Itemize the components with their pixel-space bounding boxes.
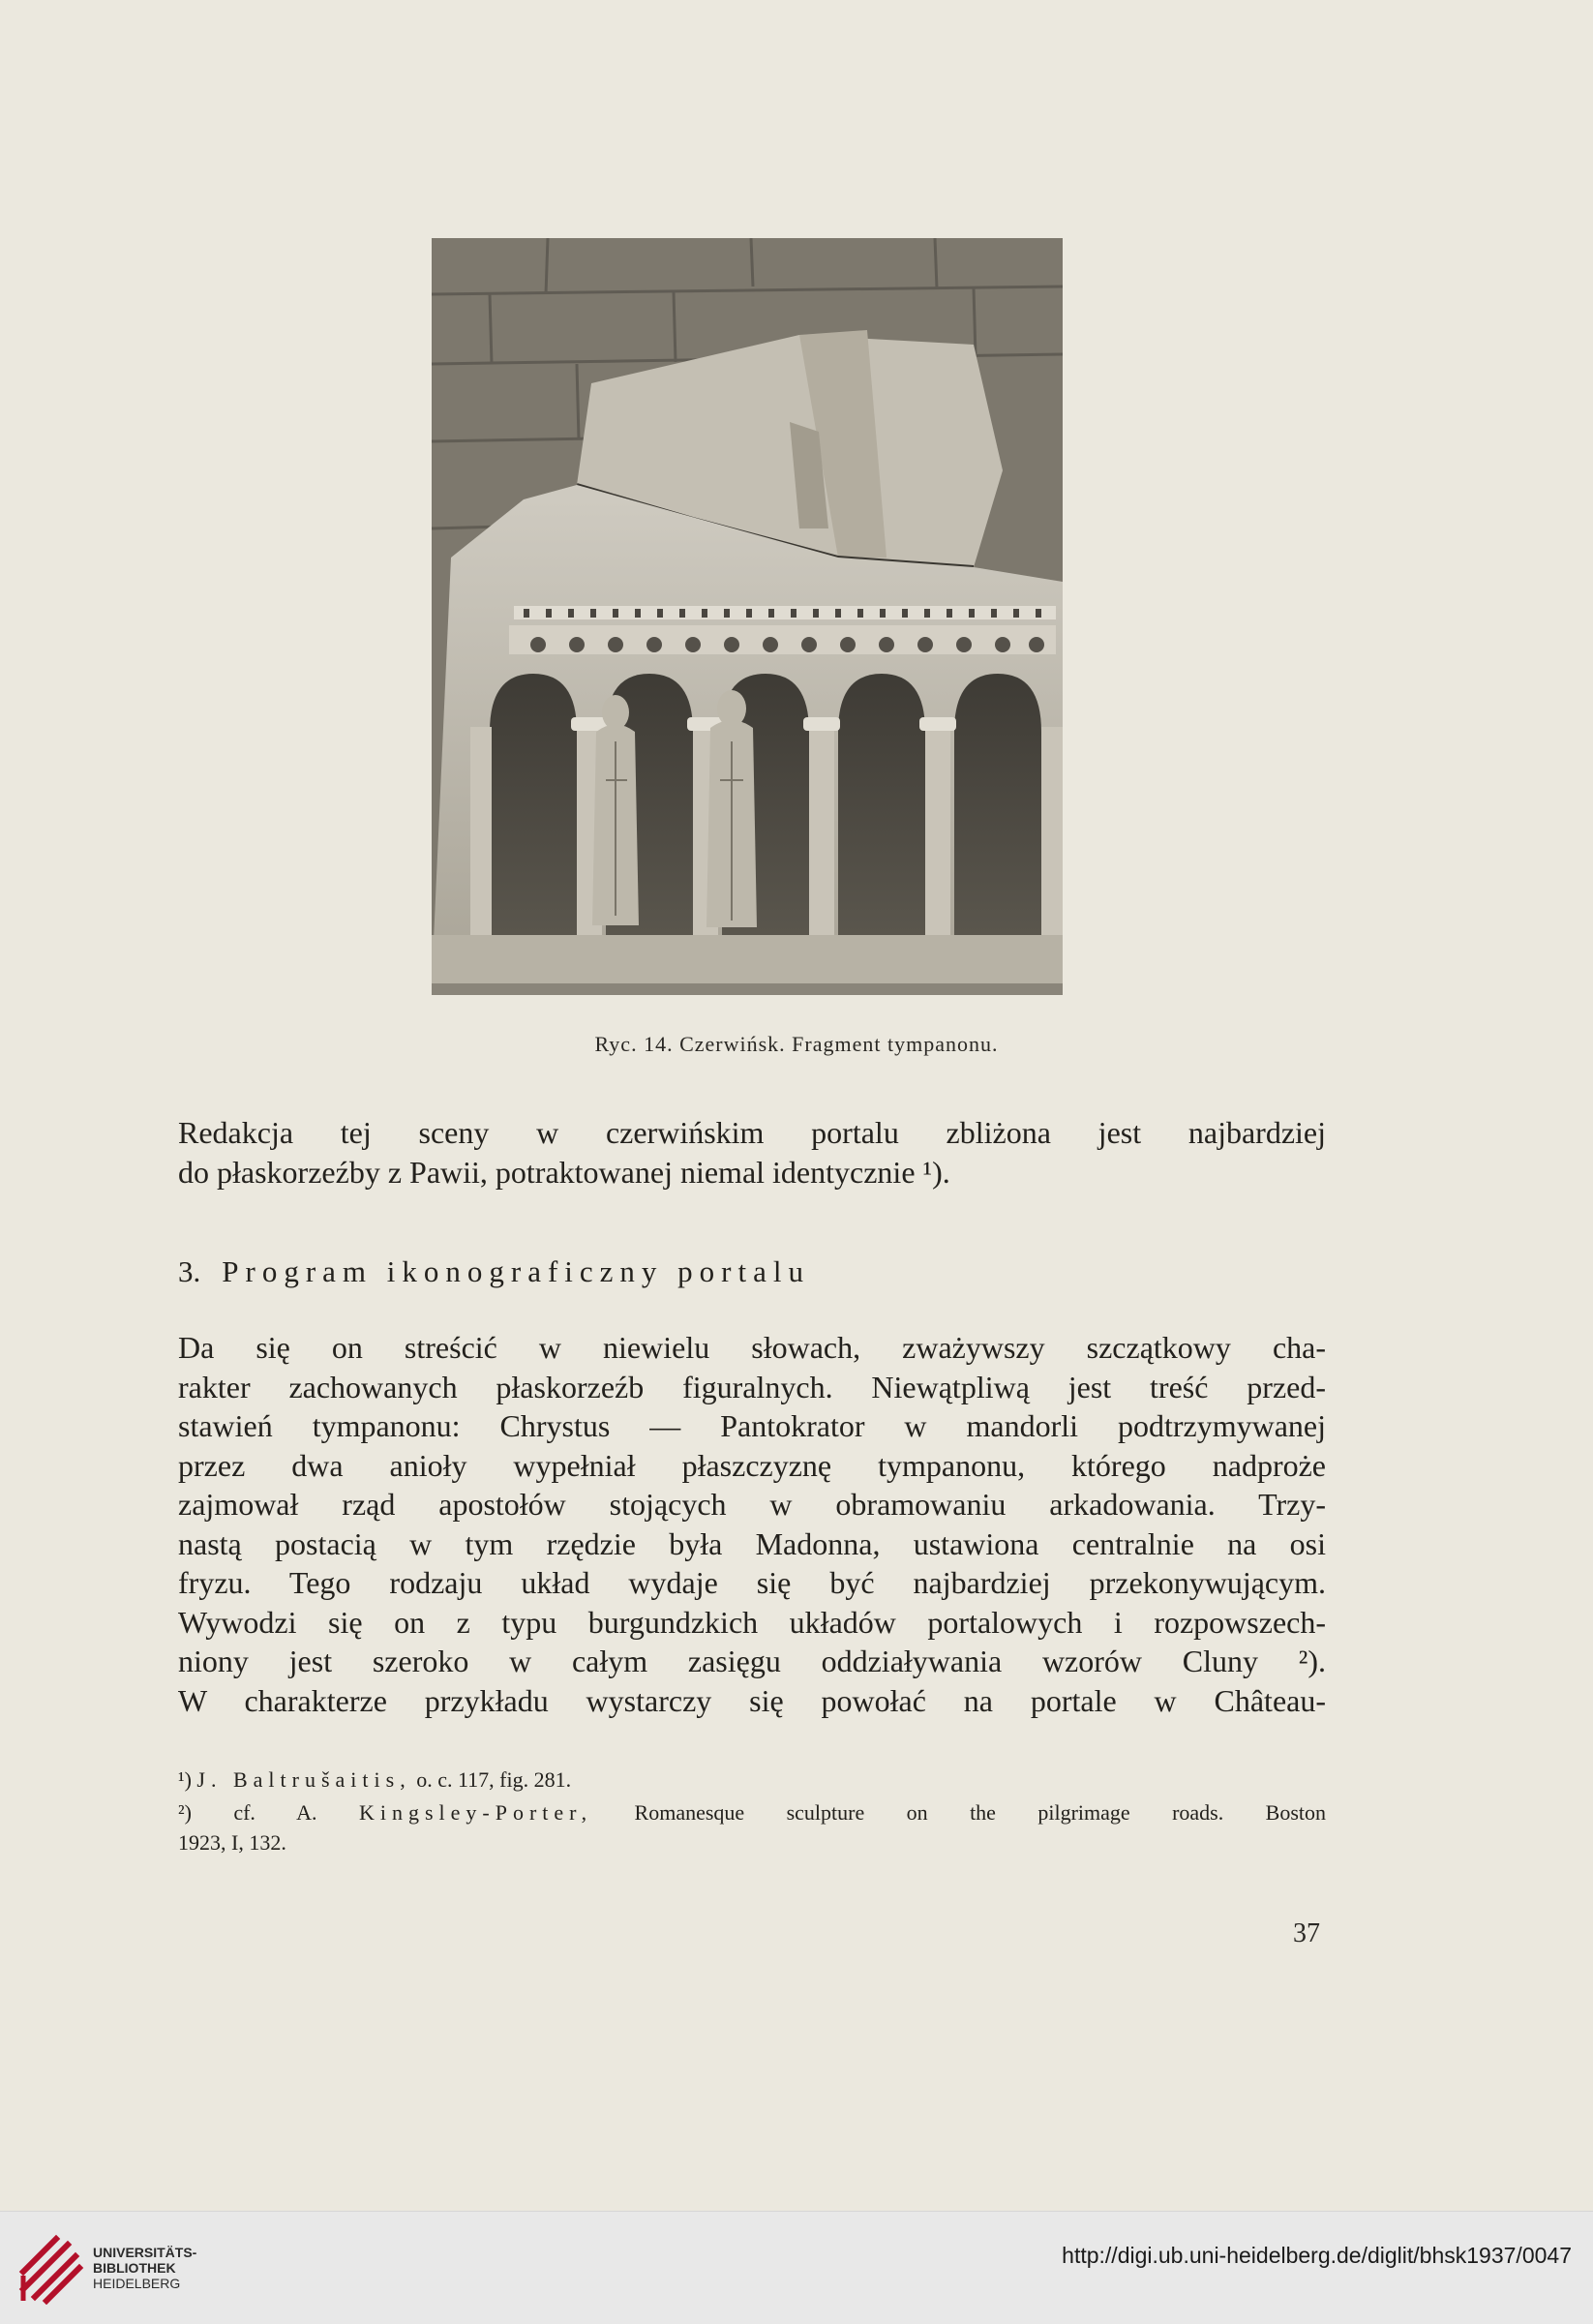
text-line: przez dwa anioły wypełniał płaszczyznę tympanonu, którego nadproże — [178, 1447, 1326, 1483]
footnote-2 — [178, 1797, 1326, 1857]
text-line: Wywodzi się on z typu burgundzkich układów portalowych i rozpowszech- — [178, 1604, 1326, 1640]
text-line: zajmował rząd apostołów stojących w obramowaniu arkadowania. Trzy- — [178, 1487, 1326, 1522]
page-number: 37 — [1293, 1918, 1320, 1948]
text-line: nastą postacią w tym rzędzie była Madonna, ustawiona centralnie na osi — [178, 1525, 1326, 1561]
text-line: do płaskorzeźby z Pawii, potraktowanej niemal identycznie ¹). — [178, 1154, 950, 1190]
section-title: Program ikonograficzny portalu — [222, 1254, 810, 1288]
footnote-mark: ²) — [178, 1800, 192, 1825]
footnote-reference: o. c. 117, fig. 281. — [416, 1767, 572, 1792]
section-heading — [178, 1254, 810, 1289]
text-line: W charakterze przykładu wystarczy się powołać na portale w Château- — [178, 1682, 1326, 1718]
tympanum-illustration — [432, 238, 1063, 995]
digitization-footer — [0, 2211, 1593, 2324]
library-name-line: BIBLIOTHEK — [93, 2260, 176, 2276]
footnote-2-line-2: 1923, I, 132. — [178, 1830, 286, 1855]
text-line: niony jest szeroko w całym zasięgu oddziaływania wzorów Cluny ²). — [178, 1644, 1326, 1678]
footnote-1 — [178, 1765, 1326, 1795]
paragraph-1 — [178, 1113, 1326, 1192]
footnote-author: Kingsley-Porter, — [358, 1800, 593, 1825]
tympanum-photograph — [432, 238, 1063, 995]
text-line: Redakcja tej sceny w czerwińskim portalu zbliżona jest najbardziej — [178, 1115, 1326, 1150]
library-name-line: HEIDELBERG — [93, 2276, 181, 2291]
footnote-2-line-1 — [178, 1797, 1326, 1827]
section-number: 3. — [178, 1254, 201, 1288]
text-line: Da się on streścić w niewielu słowach, zważywszy szczątkowy cha- — [178, 1330, 1326, 1365]
text-line: fryzu. Tego rodzaju układ wydaje się być najbardziej przekonywującym. — [178, 1565, 1326, 1600]
library-name — [93, 2245, 196, 2291]
footnote-author: J. Baltrušaitis, — [196, 1767, 411, 1792]
figure-caption: Ryc. 14. Czerwińsk. Fragment tympanonu. — [594, 1032, 999, 1056]
paragraph-2 — [178, 1328, 1326, 1720]
library-logo-icon — [17, 2233, 85, 2305]
text-line: stawień tympanonu: Chrystus — Pantokrator w mandorli podtrzymywanej — [178, 1408, 1326, 1443]
library-name-line: UNIVERSITÄTS- — [93, 2245, 197, 2260]
footnote-mark: ¹) — [178, 1767, 192, 1792]
source-url-link[interactable]: http://digi.ub.uni-heidelberg.de/diglit/bhsk1937/0047 — [1062, 2243, 1572, 2268]
footnote-reference: Romanesque sculpture on the pilgrimage roads. Boston — [634, 1800, 1326, 1825]
text-line: rakter zachowanych płaskorzeźb figuralnych. Niewątpliwą jest treść przed- — [178, 1369, 1326, 1404]
footnote-prefix: cf. A. — [233, 1800, 317, 1825]
